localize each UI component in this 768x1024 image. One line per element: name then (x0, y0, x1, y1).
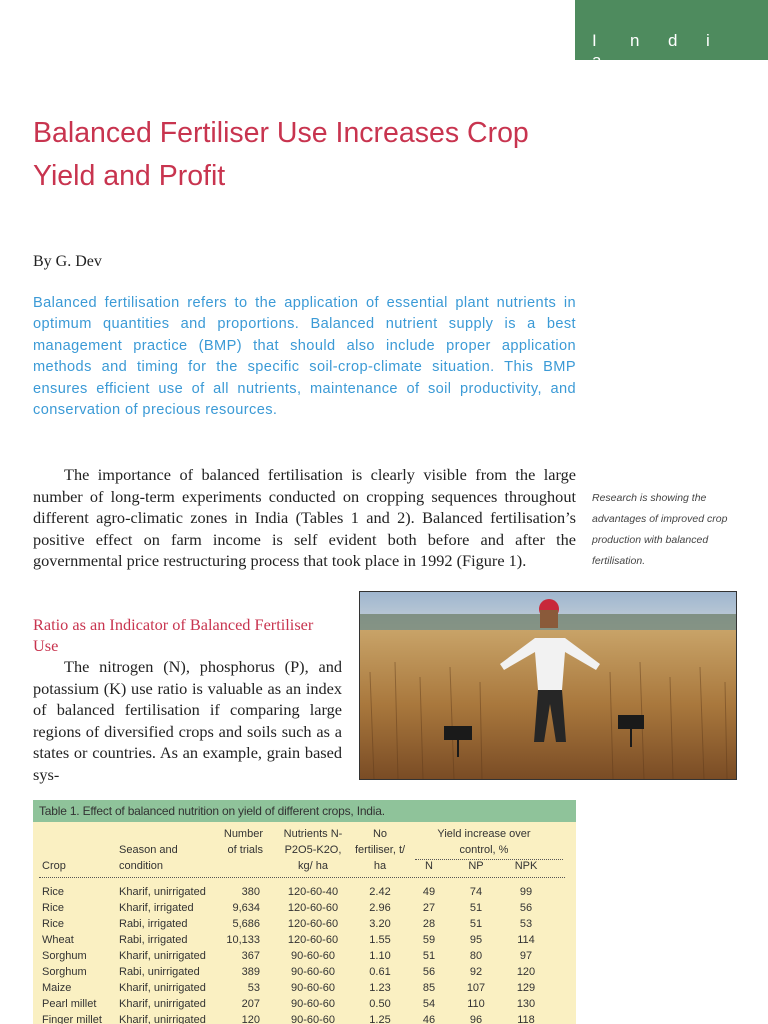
cell-crop: Rice (42, 918, 65, 930)
cell-crop: Rice (42, 902, 65, 914)
cell-npk: 129 (516, 982, 536, 994)
cell-trials: 389 (241, 966, 260, 978)
cell-no-fertiliser: 0.50 (369, 998, 391, 1010)
cell-n: 85 (422, 982, 436, 994)
section-heading: Ratio as an Indicator of Balanced Fertiliser Use (33, 615, 314, 655)
article-title: Balanced Fertiliser Use Increases Crop Yield and Profit (33, 117, 529, 192)
cell-n: 27 (422, 902, 436, 914)
cell-trials: 380 (241, 886, 260, 898)
table-row (33, 980, 576, 996)
cell-n: 54 (422, 998, 436, 1010)
col-header-no-fertiliser: No fertiliser, t/ ha (354, 828, 406, 872)
cell-nutrients: 90-60-60 (290, 950, 336, 962)
cell-nutrients: 120-60-60 (287, 934, 339, 946)
cell-crop: Sorghum (42, 950, 87, 962)
country-letter: I (592, 31, 597, 50)
cell-npk: 97 (519, 950, 533, 962)
cell-np: 74 (469, 886, 483, 898)
cell-trials: 10,133 (226, 934, 260, 946)
table-row (33, 996, 576, 1012)
wheat-field-photo (359, 591, 737, 780)
cell-nutrients: 120-60-60 (287, 918, 339, 930)
body-paragraph-1: The importance of balanced fertilisation is clearly visible from the large number of long-term experiments conducted on cropping sequences throughout different agro-climatic zones in India (Tables 1 and 2). Balanced fertilisation’s positive effect on farm income is self evident both before and after the governmental price restructuring process that took place in 1992 (Figure 1). (33, 465, 576, 570)
table-row (33, 884, 576, 900)
cell-no-fertiliser: 3.20 (369, 918, 391, 930)
cell-crop: Rice (42, 886, 65, 898)
byline: By G. Dev (33, 253, 102, 270)
cell-trials: 120 (241, 1014, 260, 1024)
cell-season: Kharif, irrigated (119, 902, 194, 914)
photo-sidenote: Research is showing the advantages of improved crop production with balanced fertilisation. (592, 492, 728, 567)
cell-crop: Wheat (42, 934, 74, 946)
cell-n: 56 (422, 966, 436, 978)
col-header-season: Season and condition (119, 844, 178, 872)
table-row (33, 916, 576, 932)
cell-np: 110 (467, 998, 485, 1010)
cell-season: Rabi, irrigated (119, 934, 188, 946)
cell-npk: 99 (519, 886, 533, 898)
cell-np: 80 (469, 950, 483, 962)
yield-table (33, 800, 576, 1024)
cell-trials: 367 (241, 950, 260, 962)
cell-season: Rabi, unirrigated (119, 966, 200, 978)
cell-nutrients: 120-60-40 (287, 886, 339, 898)
body-paragraph-2: The nitrogen (N), phosphorus (P), and potassium (K) use ratio is valuable as an index of balanced fertilisation if comparing large regions of diversified crops and soils such as a states or countries. As an example, grain based sys- (33, 657, 342, 784)
cell-npk: 120 (516, 966, 536, 978)
cell-np: 92 (469, 966, 483, 978)
cell-nutrients: 90-60-60 (290, 998, 336, 1010)
cell-n: 49 (422, 886, 436, 898)
col-header-np: NP (468, 860, 484, 872)
table-row (33, 932, 576, 948)
cell-no-fertiliser: 1.55 (369, 934, 391, 946)
cell-npk: 56 (519, 902, 533, 914)
abstract: Balanced fertilisation refers to the application of essential plant nutrients in optimum quantities and proportions. Balanced nutrient supply is a best management practice (BMP) that should also include proper application methods and timing for the specific soil-crop-climate situation. This BMP ensures efficient use of all nutrients, maintenance of soil productivity, and conservation of precious resources. (33, 295, 576, 419)
cell-np: 51 (469, 902, 483, 914)
cell-trials: 9,634 (232, 902, 260, 914)
cell-no-fertiliser: 2.42 (369, 886, 391, 898)
table-row (33, 964, 576, 980)
cell-crop: Maize (42, 982, 72, 994)
cell-season: Kharif, unirrigated (119, 950, 206, 962)
cell-season: Kharif, unirrigated (119, 998, 206, 1010)
country-letter: d (668, 31, 678, 50)
cell-np: 107 (466, 982, 486, 994)
cell-n: 46 (422, 1014, 436, 1024)
cell-npk: 118 (517, 1014, 535, 1024)
cell-n: 28 (422, 918, 436, 930)
cell-nutrients: 90-60-60 (290, 1014, 336, 1024)
cell-no-fertiliser: 1.23 (369, 982, 391, 994)
cell-n: 59 (422, 934, 436, 946)
cell-season: Rabi, irrigated (119, 918, 188, 930)
table-caption: Table 1. Effect of balanced nutrition on yield of different crops, India. (33, 800, 576, 822)
country-letter: i (706, 31, 710, 50)
col-header-yield-increase: Yield increase over control, % (437, 828, 531, 856)
cell-season: Kharif, unirrigated (119, 1014, 206, 1024)
country-tag-label (592, 31, 768, 71)
cell-npk: 53 (519, 918, 533, 930)
cell-season: Kharif, unirrigated (119, 886, 206, 898)
col-header-trials: Number of trials (223, 828, 263, 856)
cell-crop: Finger millet (42, 1014, 102, 1024)
cell-np: 95 (469, 934, 483, 946)
col-header-npk: NPK (514, 860, 538, 872)
table-row (33, 948, 576, 964)
country-letter: n (630, 31, 640, 50)
col-header-nutrients: Nutrients N-P2O5-K2O, kg/ ha (283, 828, 343, 872)
cell-no-fertiliser: 1.25 (369, 1014, 391, 1024)
cell-npk: 130 (516, 998, 536, 1010)
table-row (33, 900, 576, 916)
cell-trials: 5,686 (232, 918, 260, 930)
cell-nutrients: 90-60-60 (290, 966, 336, 978)
cell-crop: Pearl millet (42, 998, 97, 1010)
cell-nutrients: 120-60-60 (287, 902, 339, 914)
cell-np: 96 (469, 1014, 483, 1024)
cell-n: 51 (422, 950, 436, 962)
country-letter: a (592, 51, 602, 70)
table-row (33, 1012, 576, 1024)
cell-crop: Sorghum (42, 966, 87, 978)
cell-trials: 207 (241, 998, 260, 1010)
header-rule (39, 877, 565, 878)
cell-no-fertiliser: 2.96 (369, 902, 391, 914)
cell-npk: 114 (517, 934, 535, 946)
cell-no-fertiliser: 1.10 (369, 950, 391, 962)
cell-season: Kharif, unirrigated (119, 982, 206, 994)
cell-trials: 53 (247, 982, 260, 994)
cell-np: 51 (469, 918, 483, 930)
cell-no-fertiliser: 0.61 (369, 966, 391, 978)
col-header-crop: Crop (42, 860, 66, 872)
farmer-in-wheat-field-image (360, 592, 736, 779)
cell-nutrients: 90-60-60 (290, 982, 336, 994)
col-header-n: N (425, 860, 433, 872)
